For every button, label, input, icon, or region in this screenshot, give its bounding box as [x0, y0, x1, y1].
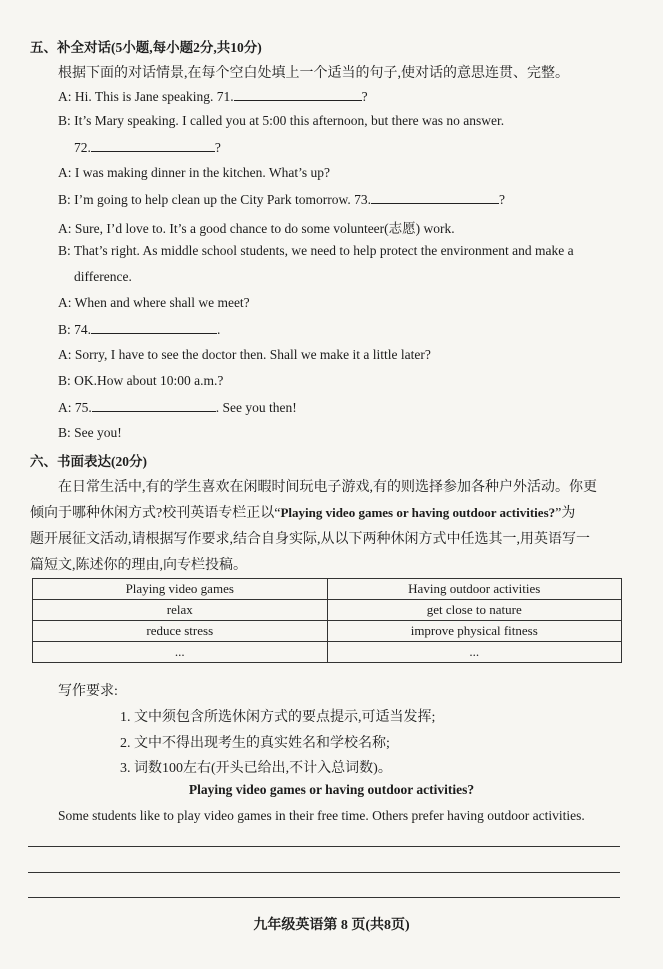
- dialogue-line-75: A: 75. . See you then!: [58, 400, 297, 415]
- essay-opening: Some students like to play video games in their free time. Others prefer having outdoor activities.: [58, 808, 585, 823]
- dialogue-line-72: 72. ?: [74, 140, 221, 155]
- table-cell: improve physical fitness: [327, 621, 622, 642]
- dialogue-line-71: A: Hi. This is Jane speaking. 71. ?: [58, 89, 368, 104]
- page-footer: 九年级英语第 8 页(共8页): [253, 918, 410, 933]
- essay-topic-bold: Playing video games or having outdoor activities?: [280, 505, 556, 520]
- dialogue-line: B: OK.How about 10:00 a.m.?: [58, 373, 224, 388]
- table-header-cell: Playing video games: [33, 579, 328, 600]
- writing-line[interactable]: [28, 846, 620, 847]
- table-cell: ...: [33, 642, 328, 663]
- leisure-options-table: [32, 578, 622, 663]
- dialogue-line: B: See you!: [58, 425, 122, 440]
- dialogue-line: A: When and where shall we meet?: [58, 295, 250, 310]
- dialogue-line: B: That’s right. As middle school students, we need to help protect the environment and make a: [58, 243, 574, 258]
- table-cell: reduce stress: [33, 621, 328, 642]
- dialogue-line: A: I was making dinner in the kitchen. What’s up?: [58, 165, 330, 180]
- section5-instruction: 根据下面的对话情景,在每个空白处填上一个适当的句子,使对话的意思连贯、完整。: [58, 66, 569, 81]
- section6-para-line: 倾向于哪种休闲方式?校刊英语专栏正以“Playing video games or having outdoor activities?”为: [30, 505, 576, 521]
- blank-72[interactable]: [91, 139, 215, 152]
- writing-line[interactable]: [28, 872, 620, 873]
- requirement-item: 1. 文中须包含所选休闲方式的要点提示,可适当发挥;: [120, 710, 436, 725]
- essay-title: Playing video games or having outdoor activities?: [188, 782, 475, 797]
- section6-heading: 六、书面表达(20分): [30, 454, 147, 469]
- section5-heading: 五、补全对话(5小题,每小题2分,共10分): [30, 40, 262, 55]
- requirement-item: 2. 文中不得出现考生的真实姓名和学校名称;: [120, 736, 390, 751]
- dialogue-line-73: B: I’m going to help clean up the City Park tomorrow. 73. ?: [58, 192, 505, 207]
- section6-para-line: 在日常生活中,有的学生喜欢在闲暇时间玩电子游戏,有的则选择参加各种户外活动。你更: [58, 480, 597, 495]
- blank-75[interactable]: [92, 399, 216, 412]
- blank-74[interactable]: [91, 321, 217, 334]
- dialogue-line-74: B: 74. .: [58, 322, 221, 337]
- dialogue-line: A: Sorry, I have to see the doctor then. Shall we make it a little later?: [58, 347, 431, 362]
- blank-73[interactable]: [371, 191, 499, 204]
- requirement-item: 3. 词数100左右(开头已给出,不计入总词数)。: [120, 761, 392, 776]
- table-row: [33, 642, 622, 663]
- table-cell: relax: [33, 600, 328, 621]
- dialogue-line: difference.: [74, 269, 132, 284]
- table-cell: ...: [327, 642, 622, 663]
- table-cell: get close to nature: [327, 600, 622, 621]
- table-row: [33, 579, 622, 600]
- dialogue-line: A: Sure, I’d love to. It’s a good chance to do some volunteer(志愿) work.: [58, 221, 455, 236]
- table-row: [33, 621, 622, 642]
- blank-71[interactable]: [234, 88, 362, 101]
- table-row: [33, 600, 622, 621]
- writing-line[interactable]: [28, 897, 620, 898]
- dialogue-line: B: It’s Mary speaking. I called you at 5:00 this afternoon, but there was no answer.: [58, 113, 505, 128]
- requirements-title: 写作要求:: [58, 684, 118, 699]
- table-header-cell: Having outdoor activities: [327, 579, 622, 600]
- section6-para-line: 题开展征文活动,请根据写作要求,结合自身实际,从以下两种休闲方式中任选其一,用英语写一: [30, 532, 590, 547]
- section6-para-line: 篇短文,陈述你的理由,向专栏投稿。: [30, 558, 247, 573]
